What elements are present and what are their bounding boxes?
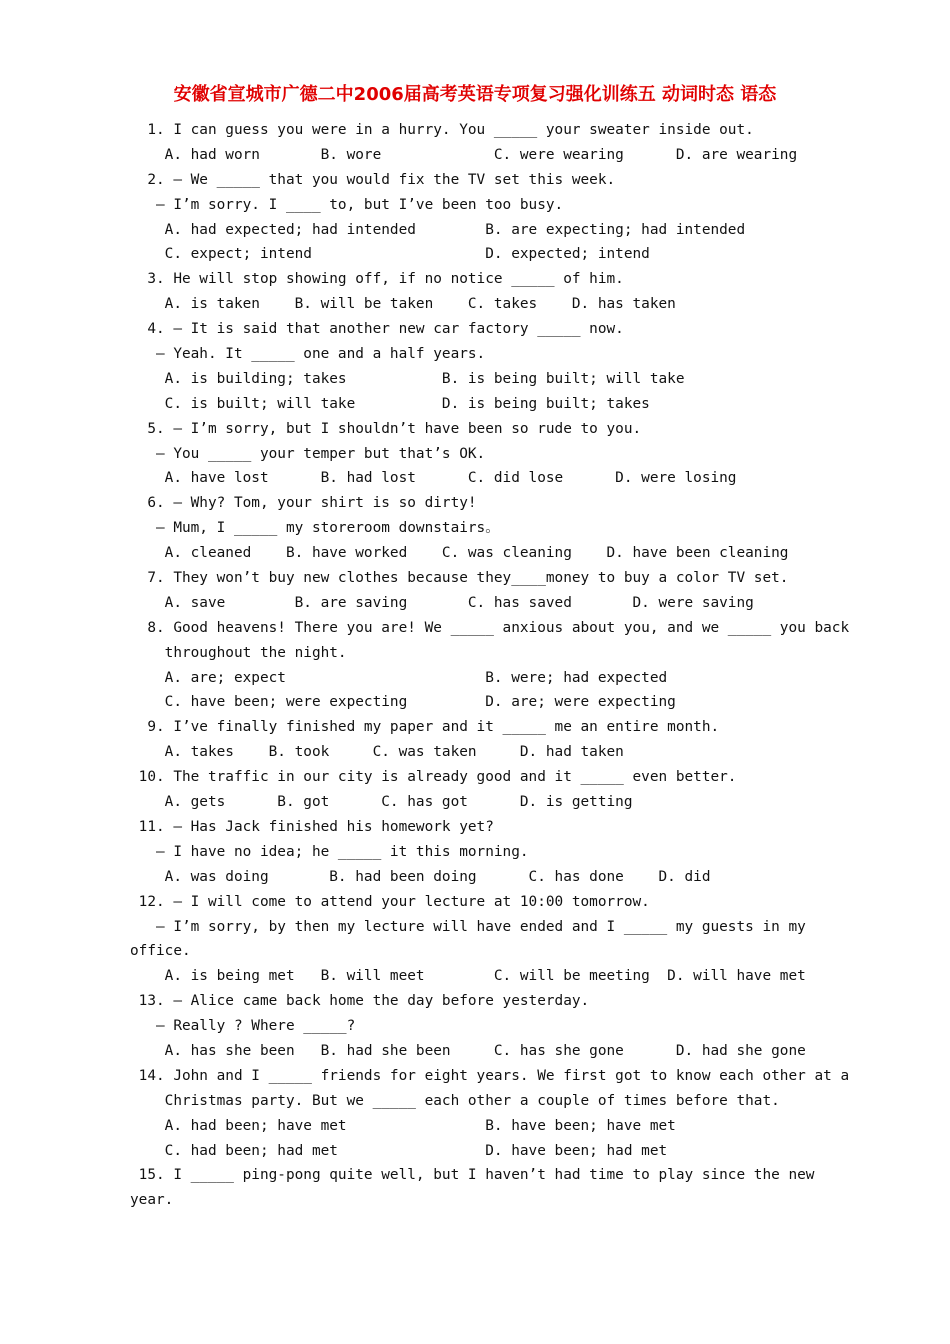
text-line: office.	[130, 943, 191, 960]
text-line: — Really ? Where _____?	[130, 1018, 356, 1035]
text-line: C. had been; had met D. have been; had met	[130, 1142, 668, 1159]
text-line: Christmas party. But we _____ each other a couple of times before that.	[130, 1092, 780, 1109]
text-line: — You _____ your temper but that’s OK.	[130, 445, 486, 462]
text-line: A. is building; takes B. is being built; will take	[130, 370, 685, 387]
text-line: 13. — Alice came back home the day before yesterday.	[130, 993, 590, 1010]
text-line: 1. I can guess you were in a hurry. You _____ your sweater inside out.	[130, 122, 754, 138]
text-line: C. have been; were expecting D. are; were expecting	[130, 694, 676, 711]
text-line: A. is being met B. will meet C. will be meeting D. will have met	[130, 968, 806, 985]
text-line: A. was doing B. had been doing C. has done D. did	[130, 868, 711, 885]
text-line: A. had worn B. wore C. were wearing D. are wearing	[130, 146, 798, 163]
text-line: 11. — Has Jack finished his homework yet?	[130, 818, 494, 835]
text-line: 6. — Why? Tom, your shirt is so dirty!	[130, 495, 477, 512]
document-title: 安徽省宣城市广德二中2006届高考英语专项复习强化训练五 动词时态 语态	[173, 84, 777, 105]
text-line: A. cleaned B. have worked C. was cleaning D. have been cleaning	[130, 545, 789, 562]
text-line: 4. — It is said that another new car factory _____ now.	[130, 321, 624, 338]
text-line: throughout the night.	[130, 644, 347, 661]
text-line: 9. I’ve finally finished my paper and it _____ me an entire month.	[130, 719, 720, 736]
text-line: C. is built; will take D. is being built; takes	[130, 395, 650, 412]
text-line: 14. John and I _____ friends for eight years. We first got to know each other at a	[130, 1067, 850, 1084]
text-line: — Yeah. It _____ one and a half years.	[130, 346, 486, 363]
text-line: 8. Good heavens! There you are! We _____ anxious about you, and we _____ you back	[130, 619, 850, 636]
text-line: A. save B. are saving C. has saved D. were saving	[130, 594, 754, 611]
text-line: 7. They won’t buy new clothes because they____money to buy a color TV set.	[130, 570, 789, 587]
text-line: — I’m sorry, by then my lecture will have ended and I _____ my guests in my	[130, 918, 806, 935]
text-line: — Mum, I _____ my storeroom downstairs。	[130, 520, 500, 537]
text-line: A. takes B. took C. was taken D. had taken	[130, 744, 624, 761]
text-line: A. had been; have met B. have been; have met	[130, 1117, 676, 1134]
text-line: A. are; expect B. were; had expected	[130, 669, 668, 686]
question-list	[130, 118, 850, 1213]
text-line: A. had expected; had intended B. are expecting; had intended	[130, 221, 746, 238]
text-line: 3. He will stop showing off, if no notice _____ of him.	[130, 271, 624, 288]
text-line: 15. I _____ ping-pong quite well, but I haven’t had time to play since the new	[130, 1167, 815, 1184]
text-line: 12. — I will come to attend your lecture at 10:00 tomorrow.	[130, 893, 650, 910]
text-line: — I have no idea; he _____ it this morning.	[130, 843, 529, 860]
text-line: A. gets B. got C. has got D. is getting	[130, 794, 633, 811]
text-line: 5. — I’m sorry, but I shouldn’t have been so rude to you.	[130, 420, 642, 437]
text-line: year.	[130, 1192, 174, 1209]
text-line: — I’m sorry. I ____ to, but I’ve been too busy.	[130, 196, 564, 213]
text-line: A. has she been B. had she been C. has she gone D. had she gone	[130, 1042, 806, 1059]
text-line: A. have lost B. had lost C. did lose D. were losing	[130, 470, 737, 487]
text-line: 2. — We _____ that you would fix the TV set this week.	[130, 171, 616, 188]
text-line: A. is taken B. will be taken C. takes D. has taken	[130, 296, 676, 313]
text-line: C. expect; intend D. expected; intend	[130, 246, 650, 263]
text-line: 10. The traffic in our city is already good and it _____ even better.	[130, 769, 737, 786]
